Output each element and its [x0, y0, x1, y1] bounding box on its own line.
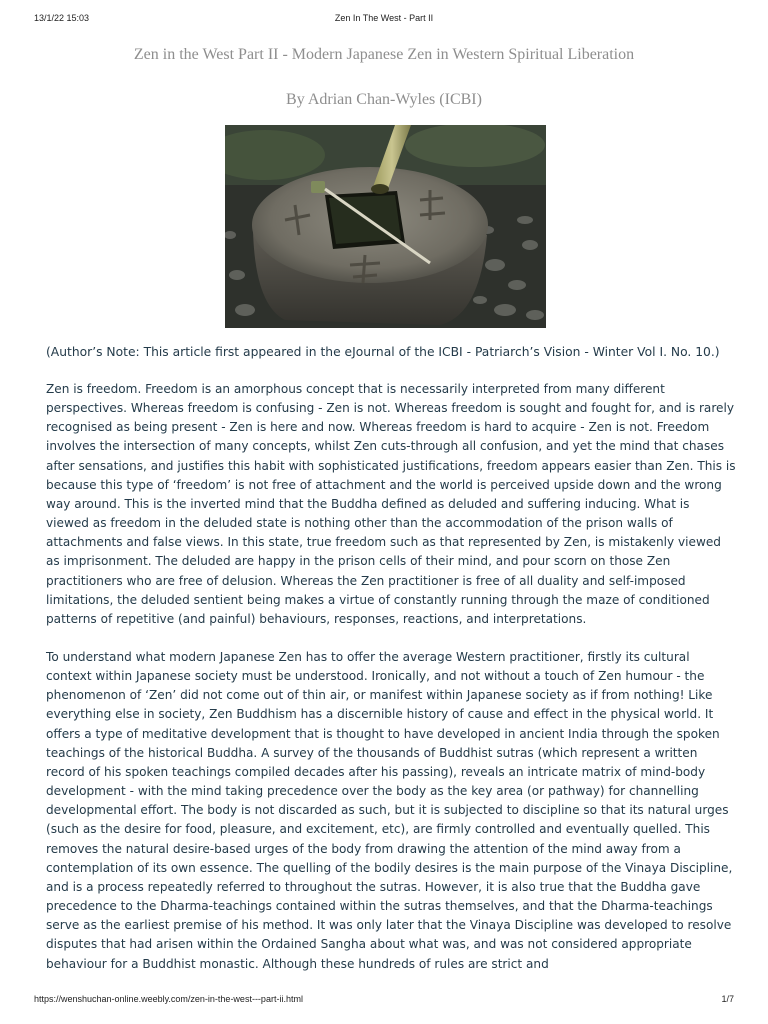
print-page-title: Zen In The West - Part II	[334, 13, 434, 23]
print-datetime: 13/1/22 15:03	[34, 13, 90, 23]
authors-note: (Author’s Note: This article first appeared in the eJournal of the ICBI - Patriarch’s Vision - Winter Vol I. No. 10.)	[46, 345, 720, 359]
print-footer	[0, 994, 768, 1008]
body-paragraph-2: To understand what modern Japanese Zen has to offer the average Western practitioner, firstly its cultural context within Japanese society must be understood. Ironically, and not without a touch of Zen humour - the phenomenon of ‘Zen’ did not come out of thin air, or manifest within Japanese society as if from nothing! Like everything else in society, Zen Buddhism has a discernible history of cause and effect in the physical world. It offers a type of meditative development that is thought to have developed in ancient India through the spoken teachings of the historical Buddha. A survey of the thousands of Buddhist sutras (which represent a written record of his spoken teachings compiled decades after his passing), reveals an intricate matrix of mind-body development - with the mind taking precedence over the body as the key area (or pathway) for channelling developmental effort. The body is not discarded as such, but it is subjected to discipline so that its natural urges (such as the desire for food, pleasure, and excitement, etc), are firmly controlled and eventually quelled. This removes the natural desire-based urges of the body from drawing the attention of the mind away from a contemplation of its own essence. The quelling of the bodily desires is the main purpose of the Vinaya Discipline, and is a process repeatedly referred to throughout the sutras. However, it is also true that the Buddha gave precedence to the Dharma-teachings contained within the sutras themselves, and that the Dharma-teachings serve as the earliest premise of his method. It was only later that the Vinaya Discipline was developed to resolve disputes that had arisen within the Ordained Sangha about what was, and was not considered appropriate behaviour for a Buddhist monastic. Although these hundreds of rules are strict and	[46, 650, 733, 971]
article-photo	[225, 125, 546, 328]
print-header	[0, 13, 768, 27]
body-paragraph-1: Zen is freedom. Freedom is an amorphous concept that is necessarily interpreted from many different perspectives. Whereas freedom is confusing - Zen is not. Whereas freedom is sought and fought for, and is rarely recognised as being present - Zen is here and now. Whereas freedom is hard to acquire - Zen is not. Freedom involves the intersection of many concepts, whilst Zen cuts-through all confusion, and yet the mind that chases after sensations, and justifies this habit with sophisticated justifications, freedom appears easier than Zen. This is because this type of ‘freedom’ is not free of attachment and the world is perceived upside down and the wrong way around. This is the inverted mind that the Buddha defined as deluded and suffering inducing. What is viewed as freedom in the deluded state is nothing other than the accommodation of the prison walls of attachments and false views. In this state, true freedom such as that represented by Zen, is mistakenly viewed as imprisonment. The deluded are happy in the prison cells of their mind, and pour scorn on those Zen practitioners who are free of delusion. Whereas the Zen practitioner is free of all duality and self-imposed limitations, the deluded sentient being makes a virtue of constantly running through the maze of conditioned patterns of repetitive (and painful) behaviours, responses, reactions, and interpretations.	[46, 382, 736, 626]
article-title: Zen in the West Part II - Modern Japanese Zen in Western Spiritual Liberation	[133, 46, 635, 63]
article-byline: By Adrian Chan-Wyles (ICBI)	[286, 91, 482, 108]
print-url: https://wenshuchan-online.weebly.com/zen-in-the-west---part-ii.html	[34, 994, 303, 1004]
print-page-number: 1/7	[721, 994, 734, 1004]
